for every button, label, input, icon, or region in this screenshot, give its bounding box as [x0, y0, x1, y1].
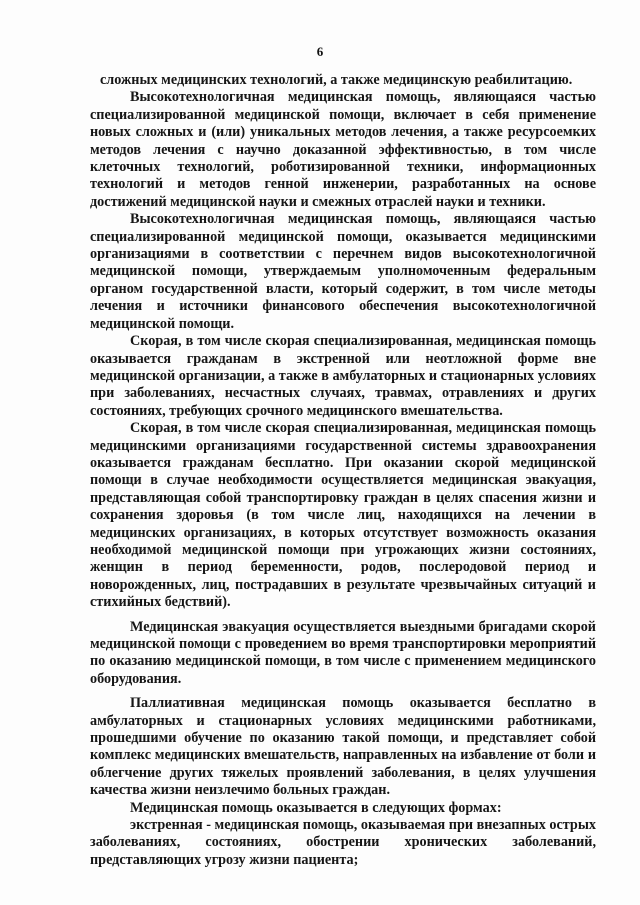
paragraph-1: сложных медицинских технологий, а также медицинскую реабилитацию. [100, 72, 573, 88]
paragraph-4: Скорая, в том числе скорая специализированная, медицинская помощь оказывается гражданам в экстренной или неотложной форме вне медицинской организации, а также в амбулаторных и стационарных условиях при заболеваниях, несчастных случаях, травмах, отравлениях и других состояниях, требующих срочного медицинского вмешательства. [90, 333, 596, 419]
page-number: 6 [316, 44, 324, 59]
document-body [90, 72, 596, 869]
paragraph-3: Высокотехнологичная медицинская помощь, являющаяся частью специализированной медицинской помощи, оказывается медицинскими организациями в соответствии с перечнем видов высокотехнологичной медицинской помощи, утверждаемым уполномоченным федеральным органом государственной власти, который содержит, в том числе методы лечения и источники финансового обеспечения высокотехнологичной медицинской помощи. [90, 211, 596, 332]
paragraph-6: Медицинская эвакуация осуществляется выездными бригадами скорой медицинской помощи с проведением во время транспортировки мероприятий по оказанию медицинской помощи, в том числе с применением медицинского оборудования. [90, 618, 596, 687]
paragraph-9: экстренная - медицинская помощь, оказываемая при внезапных острых заболеваниях, состояниях, обострении хронических заболеваний, представляющих угрозу жизни пациента; [90, 817, 596, 868]
paragraph-7: Паллиативная медицинская помощь оказывается бесплатно в амбулаторных и стационарных условиях медицинскими работниками, прошедшими обучение по оказанию такой помощи, и представляет собой комплекс медицинских вмешательств, направленных на избавление от боли и облегчение других тяжелых проявлений заболевания, в целях улучшения качества жизни неизлечимо больных граждан. [90, 695, 596, 799]
paragraph-5: Скорая, в том числе скорая специализированная, медицинская помощь медицинскими организациями государственной системы здравоохранения оказывается гражданам бесплатно. При оказании скорой медицинской помощи в случае необходимости осуществляется медицинская эвакуация, представляющая собой транспортировку граждан в целях спасения жизни и сохранения здоровья (в том числе лиц, находящихся на лечении в медицинских организациях, в которых отсутствует возможность оказания необходимой медицинской помощи при угрожающих жизни состояниях, женщин в период беременности, родов, послеродовой период и новорожденных, лиц, пострадавших в результате чрезвычайных ситуаций и стихийных бедствий). [90, 420, 596, 611]
paragraph-2: Высокотехнологичная медицинская помощь, являющаяся частью специализированной медицинской помощи, включает в себя применение новых сложных и (или) уникальных методов лечения, а также ресурсоемких методов лечения с научно доказанной эффективностью, в том числе клеточных технологий, роботизированной техники, информационных технологий и методов генной инженерии, разработанных на основе достижений медицинской науки и смежных отраслей науки и техники. [90, 89, 596, 210]
paragraph-8: Медицинская помощь оказывается в следующих формах: [130, 799, 502, 816]
